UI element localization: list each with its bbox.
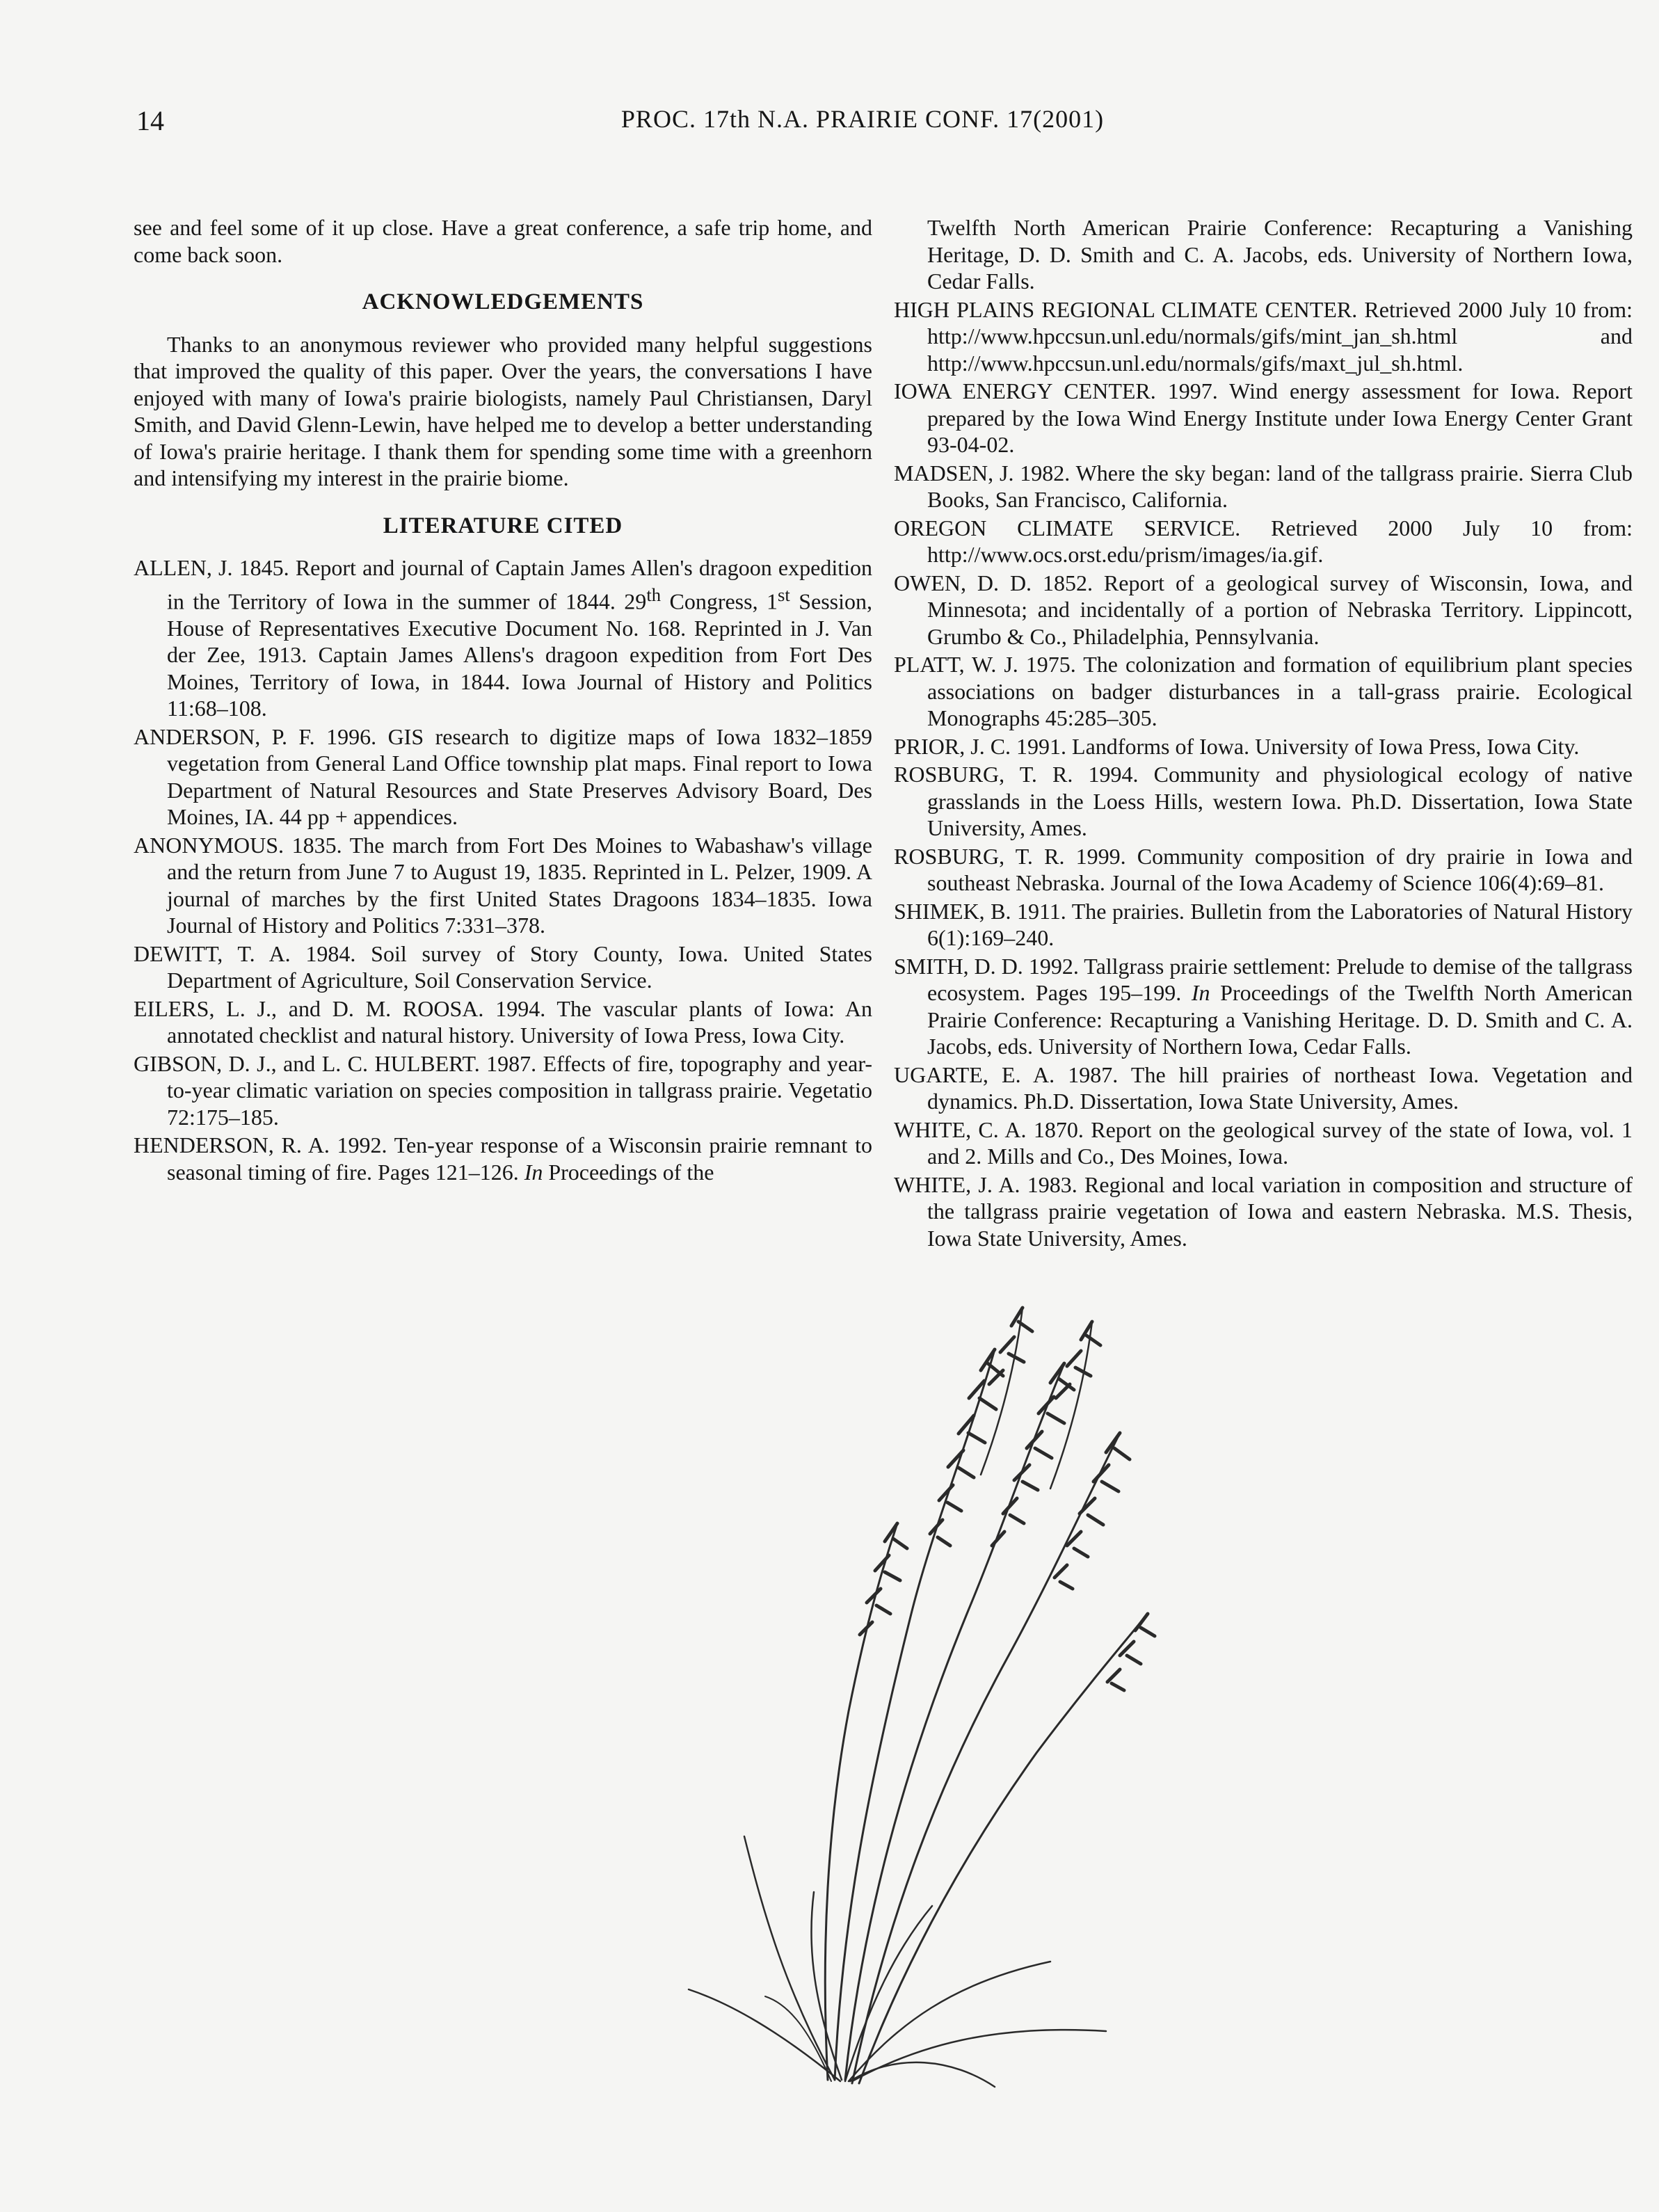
running-header: PROC. 17th N.A. PRAIRIE CONF. 17(2001) (620, 105, 1105, 133)
reference-entry: PLATT, W. J. 1975. The colonization and formation of equilibrium plant species associations on badger disturbances in a tall-grass prairie. Ecological Monographs 45:285–305. (894, 652, 1633, 730)
acknowledgements-heading: ACKNOWLEDGEMENTS (362, 289, 644, 314)
acknowledgements-paragraph: Thanks to an anonymous reviewer who provided many helpful suggestions that improved the quality of this paper. Over the years, the conversations I have enjoyed with many of Iowa's prairie biologists, namely Paul Christiansen, Daryl Smith, and David Glenn-Lewin, have helped me to develop a better understanding of Iowa's prairie heritage. I thank them for spending some time with a greenhorn and intensifying my interest in the prairie biome. (134, 331, 872, 490)
grass-plant-drawing-icon (605, 1224, 1287, 2108)
reference-entry: ANONYMOUS. 1835. The march from Fort Des Moines to Wabashaw's village and the return from June 7 to August 19, 1835. Reprinted in L. Pelzer, 1909. A journal of marches by the first United States Dragoons 1834–1835. Iowa Journal of History and Politics 7:331–378. (134, 832, 872, 938)
reference-entry: DEWITT, T. A. 1984. Soil survey of Story County, Iowa. United States Department of Agriculture, Soil Conservation Service. (134, 940, 872, 993)
reference-entry: ROSBURG, T. R. 1994. Community and physiological ecology of native grasslands in the Loess Hills, western Iowa. Ph.D. Dissertation, Iowa State University, Ames. (894, 762, 1633, 840)
reference-entry: UGARTE, E. A. 1987. The hill prairies of northeast Iowa. Vegetation and dynamics. Ph.D. Dissertation, Iowa State University, Ames. (894, 1061, 1633, 1114)
page-number: 14 (136, 105, 164, 136)
reference-entry: ROSBURG, T. R. 1999. Community composition of dry prairie in Iowa and southeast Nebraska. Journal of the Iowa Academy of Science 106(4):69–81. (894, 843, 1633, 895)
intro-closing-paragraph: see and feel some of it up close. Have a great conference, a safe trip home, and come back soon. (134, 215, 872, 267)
literature-cited-heading: LITERATURE CITED (383, 513, 623, 538)
reference-entry: WHITE, J. A. 1983. Regional and local variation in composition and structure of the tallgrass prairie vegetation of Iowa and eastern Nebraska. M.S. Thesis, Iowa State University, Ames. (894, 1171, 1633, 1251)
right-column (894, 214, 1633, 1253)
reference-entry: EILERS, L. J., and D. M. ROOSA. 1994. The vascular plants of Iowa: An annotated checklist and natural history. University of Iowa Press, Iowa City. (134, 995, 872, 1048)
reference-entry: OWEN, D. D. 1852. Report of a geological survey of Wisconsin, Iowa, and Minnesota; and incidentally of a portion of Nebraska Territory. Lippincott, Grumbo & Co., Philadelphia, Pennsylvania. (894, 570, 1633, 649)
reference-entry: SHIMEK, B. 1911. The prairies. Bulletin from the Laboratories of Natural History 6(1):169–240. (894, 898, 1633, 950)
reference-entry: MADSEN, J. 1982. Where the sky began: land of the tallgrass prairie. Sierra Club Books, San Francisco, California. (894, 460, 1633, 512)
reference-continuation: Twelfth North American Prairie Conference: Recapturing a Vanishing Heritage, D. D. Smith and C. A. Jacobs, eds. University of Northern Iowa, Cedar Falls. (927, 215, 1633, 294)
reference-list-left (134, 554, 872, 1185)
left-column (134, 214, 872, 1187)
reference-entry: SMITH, D. D. 1992. Tallgrass prairie settlement: Prelude to demise of the tallgrass ecosystem. Pages 195–199. In Proceedings of the Twelfth North American Prairie Conference: Recapturing a Vanishing Heritage. D. D. Smith and C. A. Jacobs, eds. University of Northern Iowa, Cedar Falls. (894, 953, 1633, 1059)
reference-entry: ANDERSON, P. F. 1996. GIS research to digitize maps of Iowa 1832–1859 vegetation from General Land Office township plat maps. Final report to Iowa Department of Natural Resources and State Preserves Advisory Board, Des Moines, IA. 44 pp + appendices. (134, 723, 872, 830)
reference-entry: PRIOR, J. C. 1991. Landforms of Iowa. University of Iowa Press, Iowa City. (894, 733, 1580, 759)
reference-entry: ALLEN, J. 1845. Report and journal of Captain James Allen's dragoon expedition in the Territory of Iowa in the summer of 1844. 29th Congress, 1st Session, House of Representatives Executive Document No. 168. Reprinted in J. Van der Zee, 1913. Captain James Allens's dragoon expedition from Fort Des Moines, Territory of Iowa, in 1844. Iowa Journal of History and Politics 11:68–108. (134, 555, 873, 721)
reference-entry: WHITE, C. A. 1870. Report on the geological survey of the state of Iowa, vol. 1 and 2. Mills and Co., Des Moines, Iowa. (894, 1116, 1633, 1169)
reference-list-right (894, 214, 1633, 1251)
reference-entry: GIBSON, D. J., and L. C. HULBERT. 1987. Effects of fire, topography and year-to-year climatic variation on species composition in tallgrass prairie. Vegetatio 72:175–185. (134, 1050, 872, 1130)
reference-entry: OREGON CLIMATE SERVICE. Retrieved 2000 July 10 from: http://www.ocs.orst.edu/prism/images/ia.gif. (894, 515, 1633, 567)
reference-entry: IOWA ENERGY CENTER. 1997. Wind energy assessment for Iowa. Report prepared by the Iowa Wind Energy Institute under Iowa Energy Center Grant 93-04-02. (894, 378, 1633, 457)
reference-entry: HENDERSON, R. A. 1992. Ten-year response of a Wisconsin prairie remnant to seasonal timing of fire. Pages 121–126. In Proceedings of the (134, 1132, 872, 1185)
reference-entry: HIGH PLAINS REGIONAL CLIMATE CENTER. Retrieved 2000 July 10 from: http://www.hpccsun.unl.edu/normals/gifs/mint_jan_sh.html and http://www.hpccsun.unl.edu/normals/gifs/maxt_jul_sh.html. (894, 296, 1633, 376)
